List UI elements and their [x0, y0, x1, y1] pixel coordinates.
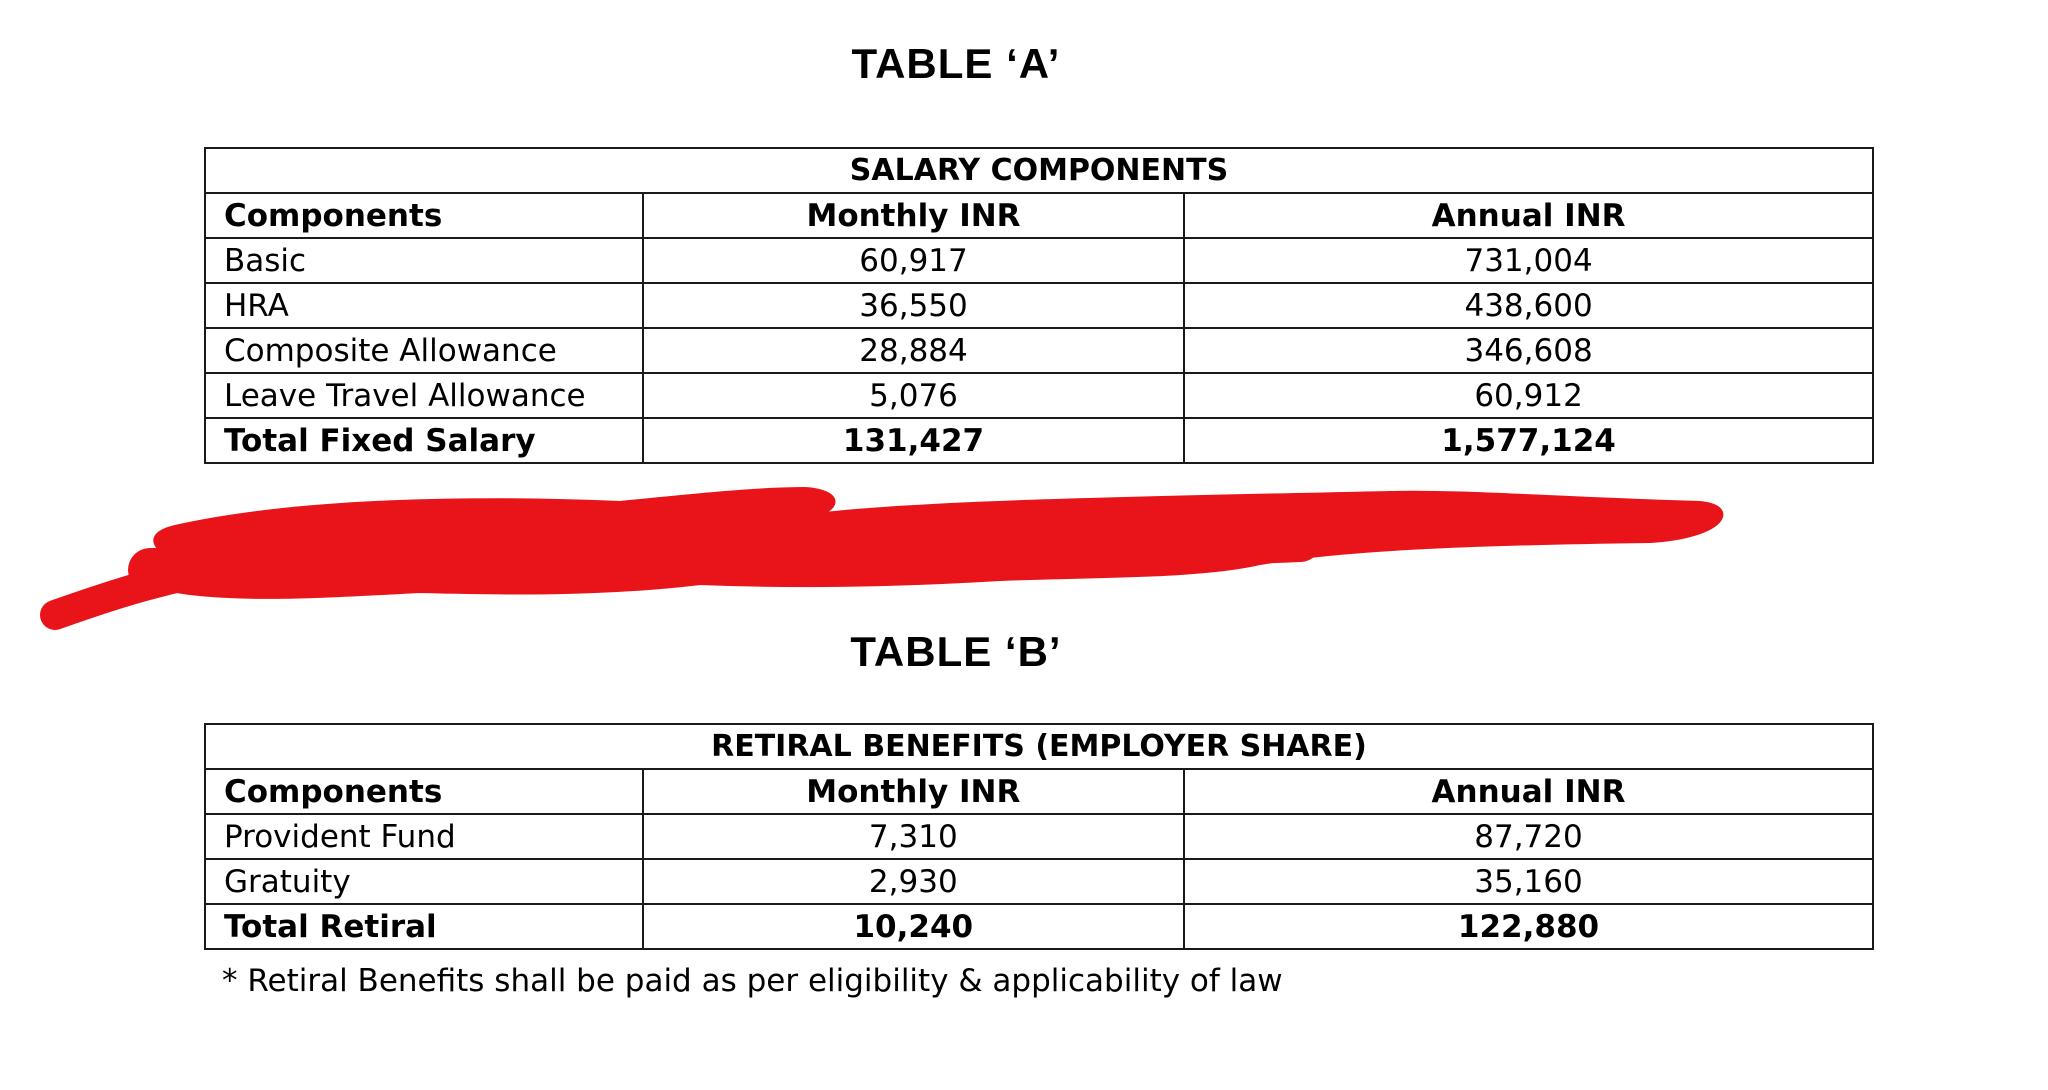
total-label: Total Fixed Salary — [205, 418, 643, 463]
table-caption: SALARY COMPONENTS — [205, 148, 1873, 193]
column-header: Components — [205, 769, 643, 814]
table-row — [205, 238, 1873, 283]
table-header-row — [205, 769, 1873, 814]
annual-cell: 731,004 — [1184, 238, 1873, 283]
annual-cell: 438,600 — [1184, 283, 1873, 328]
table-header-row — [205, 193, 1873, 238]
component-cell: Provident Fund — [205, 814, 643, 859]
monthly-cell: 2,930 — [643, 859, 1184, 904]
salary-components-table — [204, 147, 1874, 464]
annual-cell: 60,912 — [1184, 373, 1873, 418]
column-header: Components — [205, 193, 643, 238]
column-header: Annual INR — [1184, 769, 1873, 814]
redaction-scribble — [0, 470, 2048, 640]
annual-cell: 35,160 — [1184, 859, 1873, 904]
table-row — [205, 814, 1873, 859]
monthly-cell: 5,076 — [643, 373, 1184, 418]
component-cell: Composite Allowance — [205, 328, 643, 373]
retiral-benefits-table — [204, 723, 1874, 950]
column-header: Annual INR — [1184, 193, 1873, 238]
component-cell: Leave Travel Allowance — [205, 373, 643, 418]
table-b-title: TABLE ‘B’ — [850, 628, 1062, 675]
total-monthly: 131,427 — [643, 418, 1184, 463]
table-a-title: TABLE ‘A’ — [851, 40, 1061, 87]
column-header: Monthly INR — [643, 769, 1184, 814]
annual-cell: 346,608 — [1184, 328, 1873, 373]
total-monthly: 10,240 — [643, 904, 1184, 949]
component-cell: HRA — [205, 283, 643, 328]
table-row — [205, 283, 1873, 328]
component-cell: Gratuity — [205, 859, 643, 904]
column-header: Monthly INR — [643, 193, 1184, 238]
retiral-footnote: * Retiral Benefits shall be paid as per eligibility & applicability of law — [222, 963, 1283, 999]
table-caption: RETIRAL BENEFITS (EMPLOYER SHARE) — [205, 724, 1873, 769]
monthly-cell: 7,310 — [643, 814, 1184, 859]
component-cell: Basic — [205, 238, 643, 283]
total-label: Total Retiral — [205, 904, 643, 949]
table-row — [205, 373, 1873, 418]
monthly-cell: 60,917 — [643, 238, 1184, 283]
total-row — [205, 904, 1873, 949]
annual-cell: 87,720 — [1184, 814, 1873, 859]
monthly-cell: 36,550 — [643, 283, 1184, 328]
monthly-cell: 28,884 — [643, 328, 1184, 373]
total-annual: 1,577,124 — [1184, 418, 1873, 463]
table-row — [205, 859, 1873, 904]
total-annual: 122,880 — [1184, 904, 1873, 949]
total-row — [205, 418, 1873, 463]
table-row — [205, 328, 1873, 373]
